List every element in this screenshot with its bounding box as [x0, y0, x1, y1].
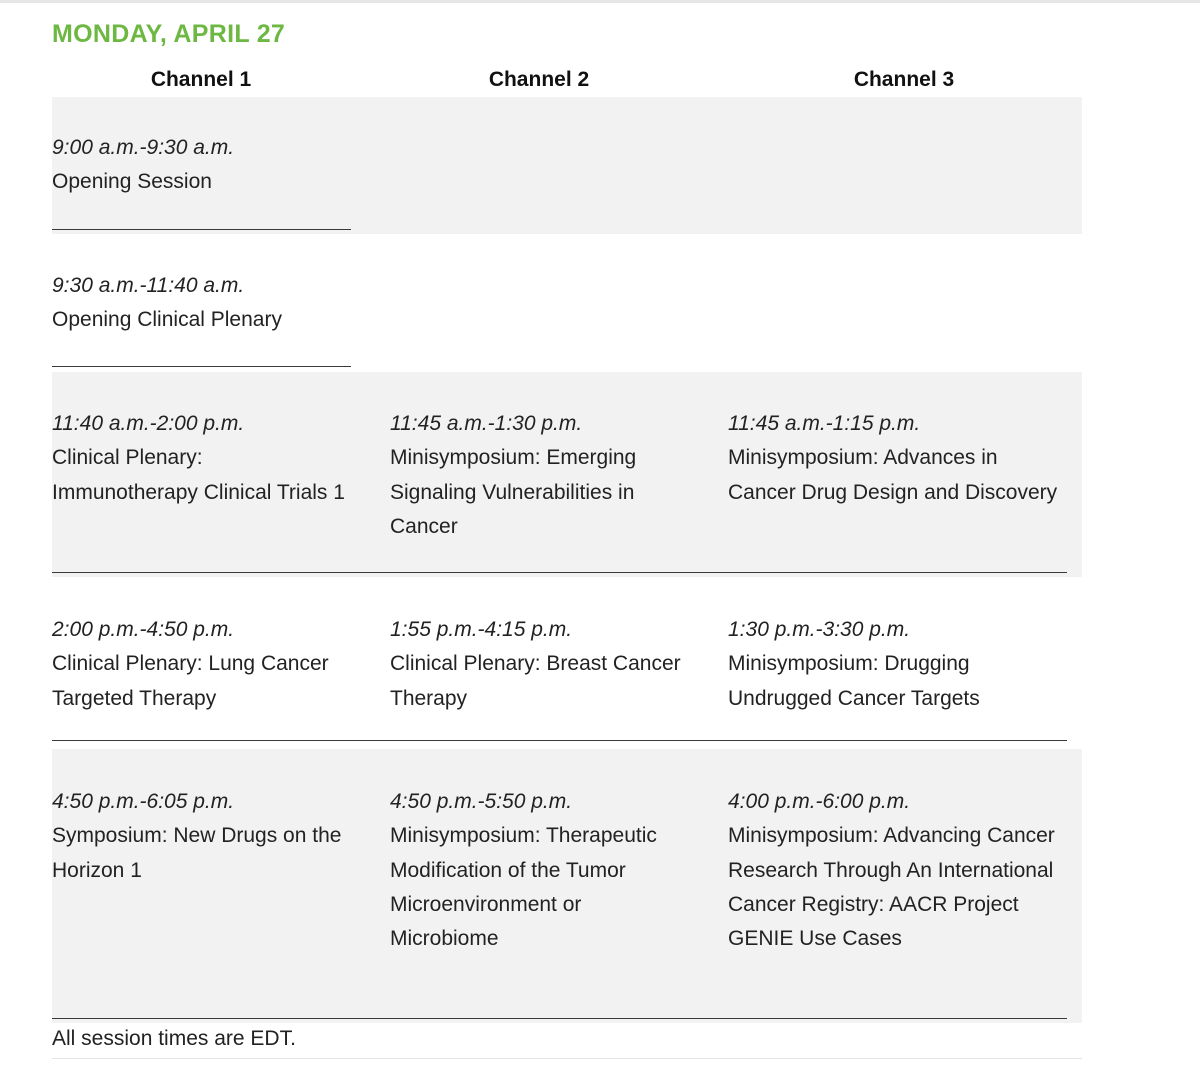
- session-cell: [52, 613, 352, 716]
- channel-2-header: Channel 2: [488, 68, 590, 91]
- schedule-row: [52, 749, 1082, 1023]
- session-title: Minisymposium: Advancing Cancer Research Through An International Cancer Registry: AACR Project GENIE Use Cases: [728, 824, 1055, 951]
- session-title: Minisymposium: Drugging Undrugged Cancer Targets: [728, 652, 980, 710]
- session-cell: [728, 407, 1058, 510]
- schedule-row: [52, 372, 1082, 577]
- footnote: All session times are EDT.: [52, 1027, 296, 1050]
- row-underline: [52, 740, 1067, 741]
- session-cell: [390, 613, 690, 716]
- schedule-row: [52, 577, 1082, 749]
- session-title: Clinical Plenary: Lung Cancer Targeted Therapy: [52, 652, 329, 710]
- row-underline: [52, 229, 351, 230]
- session-time: 4:50 p.m.-5:50 p.m.: [390, 790, 573, 813]
- channel-1-header: Channel 1: [150, 68, 252, 91]
- schedule-row: [52, 234, 1082, 371]
- session-title: Minisymposium: Therapeutic Modification of the Tumor Microenvironment or Microbiome: [390, 824, 657, 951]
- session-time: 1:55 p.m.-4:15 p.m.: [390, 618, 573, 641]
- row-underline: [52, 572, 1067, 573]
- session-title: Opening Clinical Plenary: [52, 308, 282, 332]
- row-underline: [52, 1018, 1067, 1019]
- session-time: 11:45 a.m.-1:15 p.m.: [728, 412, 921, 435]
- session-title: Symposium: New Drugs on the Horizon 1: [52, 824, 342, 882]
- session-time: 1:30 p.m.-3:30 p.m.: [728, 618, 911, 641]
- channel-3-header: Channel 3: [853, 68, 955, 91]
- session-time: 4:00 p.m.-6:00 p.m.: [728, 790, 911, 813]
- session-cell: [52, 785, 352, 888]
- session-title: Minisymposium: Emerging Signaling Vulnerabilities in Cancer: [390, 446, 637, 538]
- session-time: 9:30 a.m.-11:40 a.m.: [52, 274, 245, 297]
- row-underline: [52, 366, 351, 367]
- session-time: 4:50 p.m.-6:05 p.m.: [52, 790, 235, 813]
- session-cell: [52, 269, 372, 338]
- session-time: 11:45 a.m.-1:30 p.m.: [390, 412, 583, 435]
- session-time: 2:00 p.m.-4:50 p.m.: [52, 618, 235, 641]
- session-cell: [390, 785, 695, 956]
- session-time: 11:40 a.m.-2:00 p.m.: [52, 412, 245, 435]
- date-heading: MONDAY, APRIL 27: [52, 20, 286, 48]
- session-cell: [52, 131, 372, 200]
- top-divider: [0, 0, 1200, 3]
- footer-divider: [52, 1058, 1082, 1059]
- schedule-row: [52, 97, 1082, 234]
- session-cell: [390, 407, 700, 544]
- session-time: 9:00 a.m.-9:30 a.m.: [52, 136, 235, 159]
- session-cell: [52, 407, 352, 510]
- session-title: Clinical Plenary: Immunotherapy Clinical Trials 1: [52, 446, 345, 504]
- session-title: Minisymposium: Advances in Cancer Drug Design and Discovery: [728, 446, 1058, 504]
- session-cell: [728, 613, 1048, 716]
- session-title: Clinical Plenary: Breast Cancer Therapy: [390, 652, 681, 710]
- session-title: Opening Session: [52, 170, 212, 194]
- session-cell: [728, 785, 1078, 956]
